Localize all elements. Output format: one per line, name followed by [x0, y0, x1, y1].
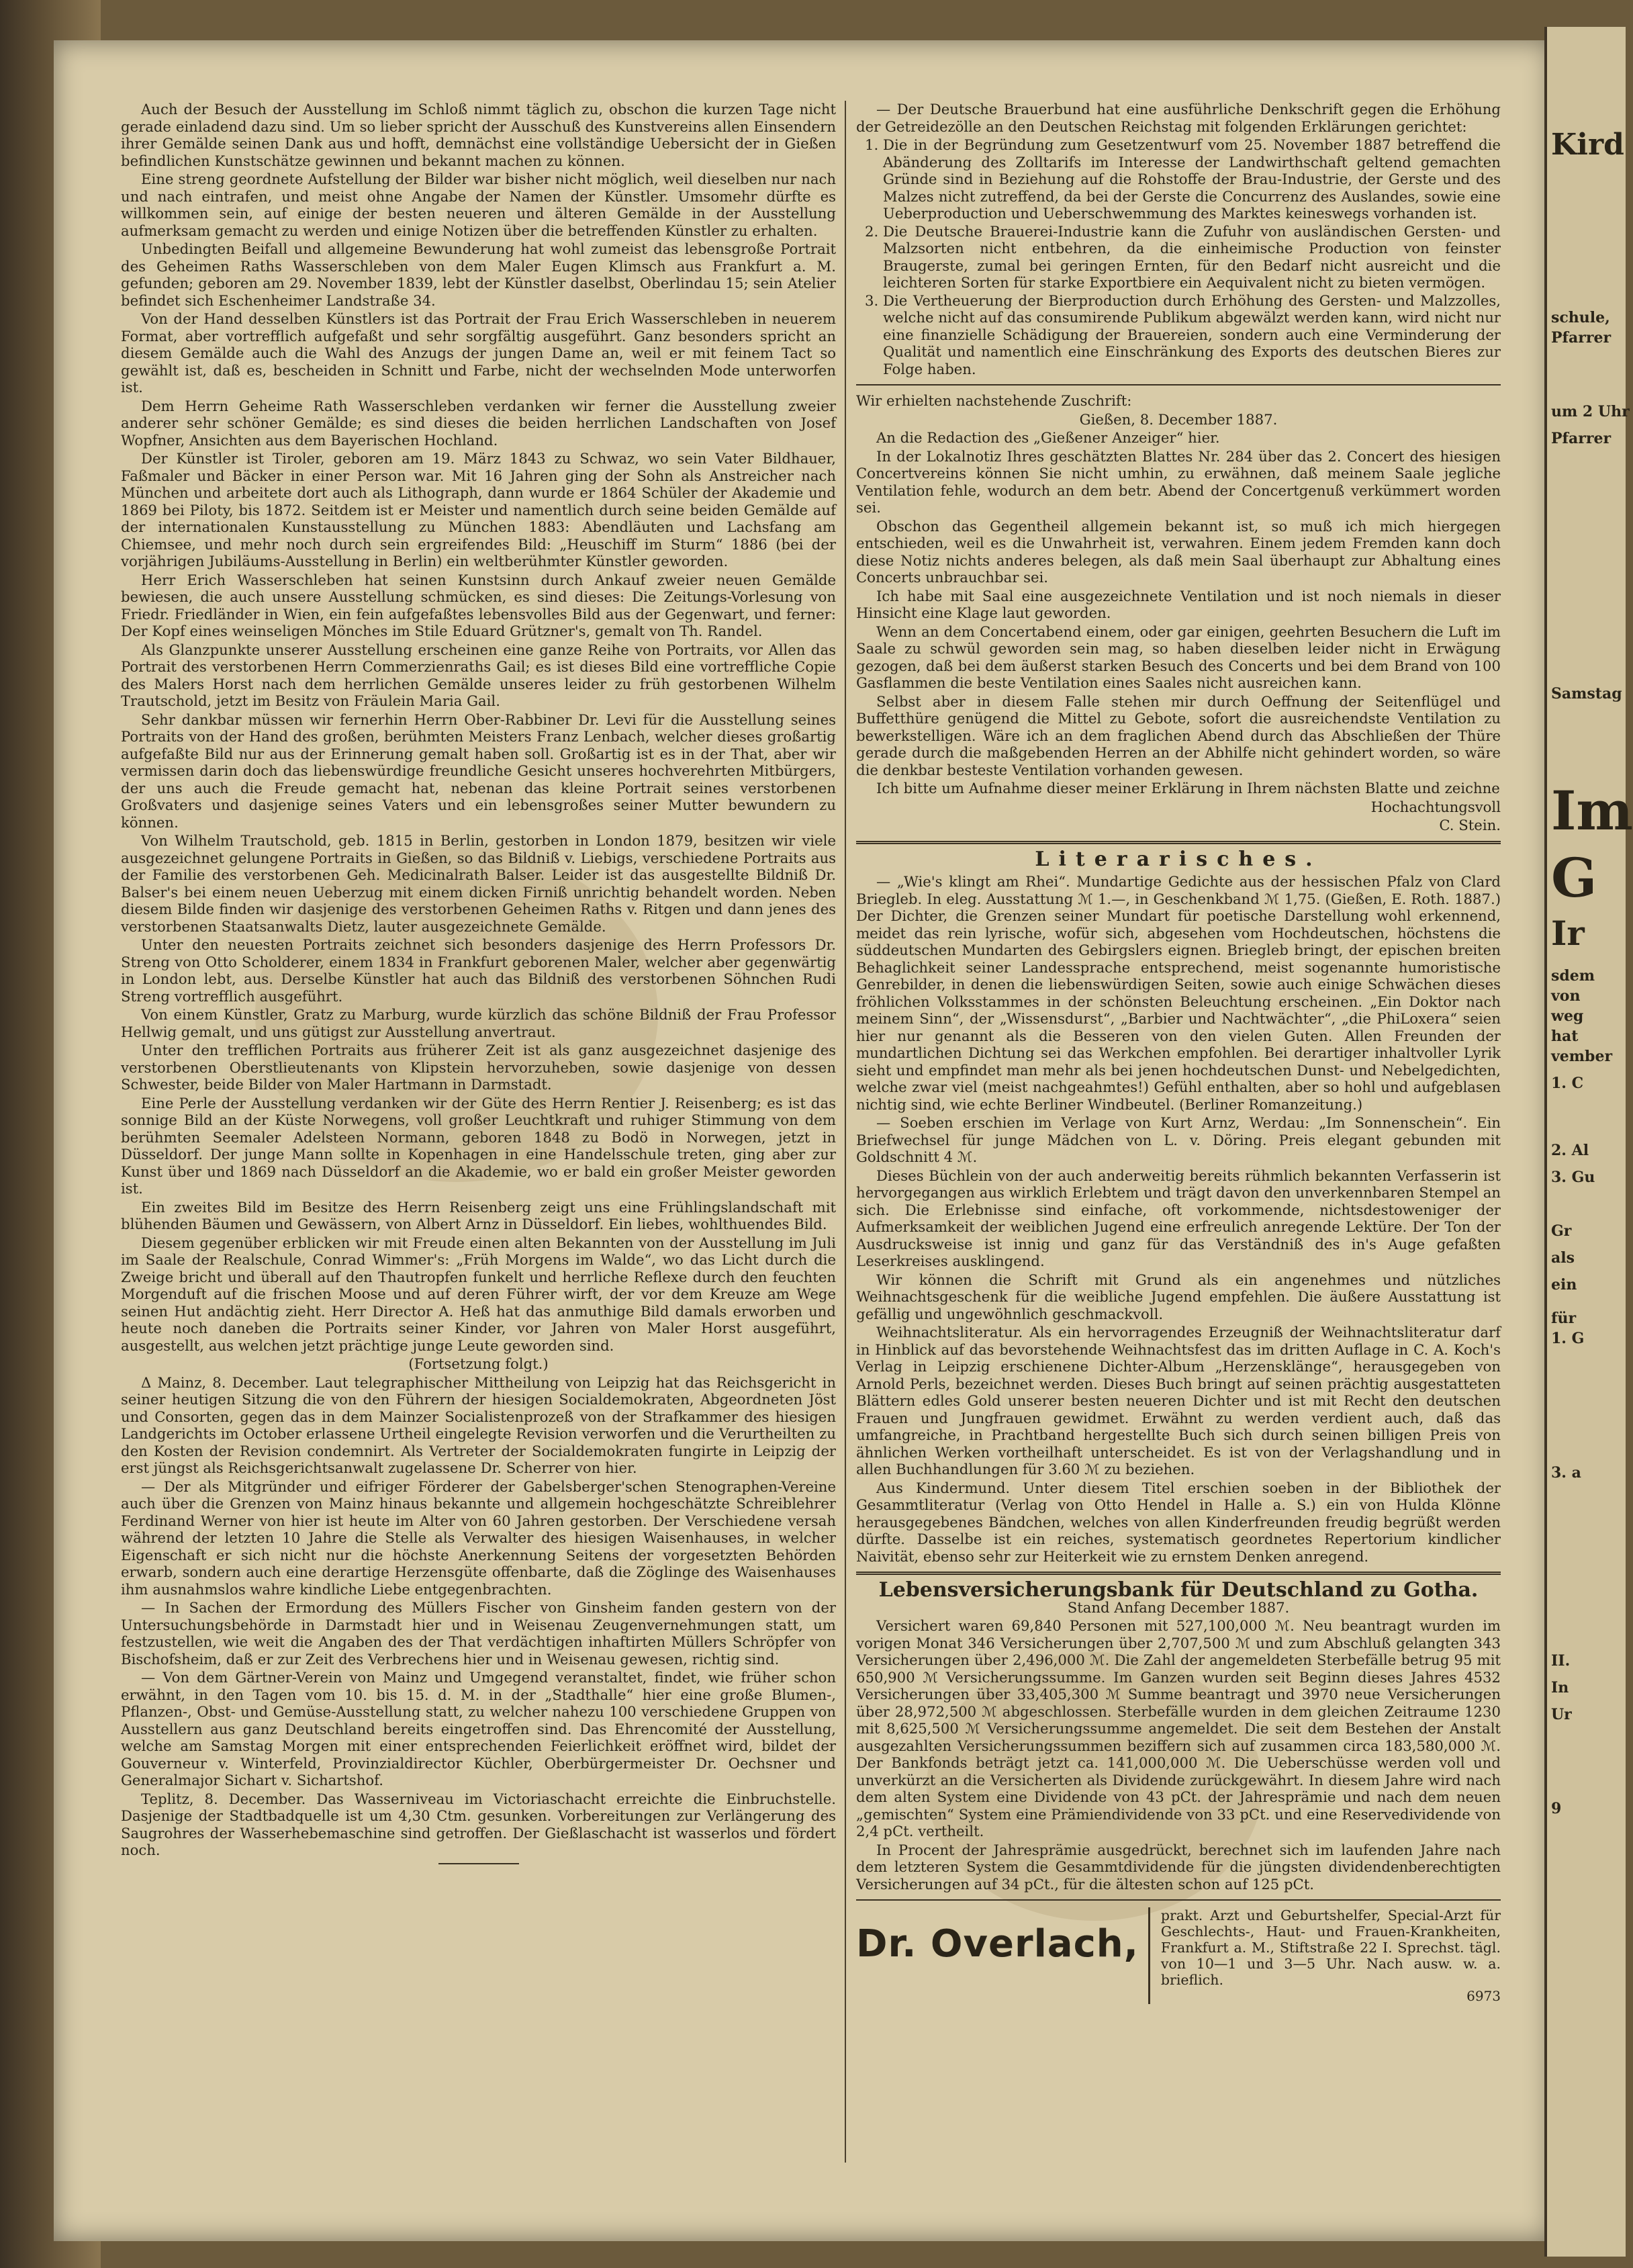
- letter-address: An die Redaction des „Gießener Anzeiger“ hier.: [876, 429, 1220, 446]
- adjacent-fragment: Im: [1551, 779, 1633, 842]
- adjacent-page-edge: [1544, 27, 1633, 2257]
- exhibition-paragraph: Ein zweites Bild im Besitze des Herrn Reisenberg zeigt uns eine Frühlingslandschaft mit blühenden Bäumen und Gewässern, von Albert Arnz in Düsseldorf. Ein liebes, wohlthuendes Bild.: [121, 1198, 836, 1232]
- brauerbund-point: 3. Die Vertheuerung der Bierproduction durch Erhöhung des Gersten- und Malzzolles, welche nicht auf das consumirende Publikum abgewälzt werden kann, wird nicht nur eine finanzielle Schädigung der Brauereien, sondern auch eine Verminderung der Qualität und namentlich eine Einschränkung des Exports des deutschen Bieres zur Folge haben.: [883, 292, 1501, 378]
- letter-paragraph: Ich bitte um Aufnahme dieser meiner Erklärung in Ihrem nächsten Blatte und zeichne: [876, 780, 1500, 797]
- section-rule: [856, 1572, 1501, 1575]
- adjacent-fragment: In: [1551, 1679, 1569, 1696]
- advertisement: [856, 1907, 1501, 2004]
- adjacent-fragment: 1. C: [1551, 1075, 1584, 1092]
- adjacent-fragment: Ur: [1551, 1706, 1572, 1723]
- bank-paragraph: In Procent der Jahresprämie ausgedrückt, berechnet sich im laufenden Jahre nach dem letzteren System die Gesammtdividende für die jüngsten dividendenberechtigten Versicherungen auf 34 pCt., für die ältesten schon auf 125 pCt.: [856, 1841, 1501, 1893]
- section-rule: [856, 1899, 1501, 1901]
- adjacent-fragment: Pfarrer: [1551, 430, 1612, 447]
- exhibition-paragraph: Unter den trefflichen Portraits aus früherer Zeit ist als ganz ausgezeichnet dasjenige des verstorbenen Oberstlieutenants von Klipstein hervorzuheben, sowie dasjenige von dessen Schwester, beide Bilder von Maler Hartmann in Darmstadt.: [121, 1042, 836, 1093]
- continuation-note: (Fortsetzung folgt.): [408, 1355, 549, 1372]
- adjacent-fragment: weg: [1551, 1007, 1584, 1025]
- exhibition-paragraph: Der Künstler ist Tiroler, geboren am 19. März 1843 zu Schwaz, wo sein Vater Bildhauer, Faßmaler und Bäcker in einer Person war. Mit 16 Jahren ging der Sohn als Anstreicher nach München und arbeitete dort auch als Lithograph, dann wurde er 1864 Schüler der Akademie und 1869 bei Piloty, bis 1872. Seitdem ist er Meister und namentlich durch seine beiden Gemälde auf der internationalen Kunstausstellung zu München 1883: Abendläuten und Lachsfang am Chiemsee, und mehr noch durch sein ergreifendes Bild: „Heuschiff im Sturm“ 1886 (bei der vorjährigen Jubiläums-Ausstellung in Berlin) ein weltberühmter Künstler geworden.: [121, 450, 836, 570]
- exhibition-paragraph: Von einem Künstler, Gratz zu Marburg, wurde kürzlich das schöne Bildniß der Frau Professor Hellwig gemalt, und uns gütigst zur Ausstellung anvertraut.: [121, 1006, 836, 1040]
- adjacent-fragment: Kird: [1551, 128, 1624, 162]
- adjacent-fragment: als: [1551, 1249, 1575, 1267]
- brauerbund-point: 1. Die in der Begründung zum Gesetzentwurf vom 25. November 1887 betreffend die Abänderung des Zolltarifs im Interesse der Landwirthschaft geltend gemachten Gründe sind in Beziehung auf die Rohstoffe der Brau-Industrie, der Gerste und des Malzes nicht zutreffend, da bei der Gerste die Concurrenz des Auslandes, sowie eine Ueberproduction und Ueberschwemmung des Marktes keineswegs vorhanden ist.: [883, 136, 1501, 222]
- literary-review: — „Wie's klingt am Rhei“. Mundartige Gedichte aus der hessischen Pfalz von Clard Briegleb. In eleg. Ausstattung ℳ 1.—, in Geschenkband ℳ 1,75. (Gießen, E. Roth. 1887.) Der Dichter, die Grenzen seiner Mundart für poetische Darstellung wohl erkennend, meidet das rein lyrische, wofür sich, abgesehen vom Hochdeutschen, höchstens die süddeutschen Mundarten des Gebirgslers eignen. Briegleb bringt, der epischen breiten Behaglichkeit seiner Landessprache entsprechend, meist sogenannte humoristische Genrebilder, in denen die liebenswürdigen Seiten, sowie auch einige Schwächen dieses fröhlichen Volksstammes in der schönsten Beleuchtung erscheinen. „Ein Doktor nach meinem Sinn“, der „Wissensdurst“, „Barbier und Nachtwächter“, „die PhiLoxera“ seien hier nur genannt als die Besseren von den vielen Guten. Allen Freunden der mundartlichen Dichtung sei das Werkchen empfohlen. Bei derartiger inhaltvoller Lyrik sieht und empfindet man mehr als bei jenen hochdeutschen Dunst- und Nebelgedichten, welche zwar viel (meist nachgeahmtes!) Gefühl enthalten, aber so hohl und aufgeblasen nichtig sind, wie echte Berliner Windbeutel. (Berliner Romanzeitung.): [856, 873, 1501, 1113]
- letter-paragraph: Selbst aber in diesem Falle stehen mir durch Oeffnung der Seitenflügel und Buffetthüre genügend die Mittel zu Gebote, sofort die ausreichendste Ventilation zu bewerkstelligen. Wäre ich an dem fraglichen Abend durch das Abschließen der Thüre gerade durch die maßgebenden Herren an der Abhilfe nicht gehindert worden, so wäre die denkbar besteste Ventilation vorhanden gewesen.: [856, 692, 1501, 778]
- adjacent-fragment: schule,: [1551, 309, 1610, 326]
- teplitz-report: Teplitz, 8. December. Das Wasserniveau im Victoriaschacht erreichte die Einbruchstelle. Dasjenige der Stadtbadquelle ist um 4,30 Ctm. gesunken. Vorbereitungen zur Verlängerung des Saugrohres der Wasserhebemaschine sind getroffen. Der Gießlaschacht ist wasserlos und fördert noch.: [121, 1790, 836, 1858]
- exhibition-paragraph: Dem Herrn Geheime Rath Wasserschleben verdanken wir ferner die Ausstellung zweier anderer sehr schöner Gemälde; es sind dieses die beiden herrlichen Landschaften von Josef Wopfner, Ansichten aus dem Bayerischen Hochland.: [121, 397, 836, 449]
- literary-review: Dieses Büchlein von der auch anderweitig bereits rühmlich bekannten Verfasserin ist hervorgegangen aus wirklich Erlebtem und trägt davon den unverkennbaren Stempel an sich. Die Erlebnisse sind einfache, oft vorkommende, nichtsdestoweniger der Aufmerksamkeit der weiblichen Jugend eine erfreulich anregende Lektüre. Der Ton der Ausdrucksweise ist innig und ganz für das Verständniß des in's Auge gefaßten Leserkreises ausklingend.: [856, 1167, 1501, 1269]
- exhibition-paragraph: Von Wilhelm Trautschold, geb. 1815 in Berlin, gestorben in London 1879, besitzen wir viele ausgezeichnet gelungene Portraits in Gießen, so das Bildniß v. Liebigs, verschiedene Portraits aus der Familie des verstorbenen Geh. Medicinalrath Balser. Leider ist das ausgestellte Bildniß Dr. Balser's bei einem neuen Ueberzug mit einem dicken Firniß unrichtig behandelt worden. Neben diesem Bilde finden wir dasjenige des verstorbenen Geheimen Raths v. Ritgen und dann jenes des verstorbenen Staatsanwalts Dietz, lauter ausgezeichnete Gemälde.: [121, 832, 836, 935]
- bank-paragraph: Versichert waren 69,840 Personen mit 527,100,000 ℳ. Neu beantragt wurden im vorigen Monat 346 Versicherungen über 2,707,500 ℳ und zum Abschluß gelangten 343 Versicherungen über 2,496,000 ℳ. Die Zahl der angemeldeten Sterbefälle betrug 95 mit 650,900 ℳ Versicherungssumme. Im Ganzen wurden seit Beginn dieses Jahres 4532 Versicherungen über 33,405,300 ℳ Summe beantragt und 3970 neue Versicherungen über 28,972,500 ℳ abgeschlossen. Sterbefälle wurden in dem gleichen Zeitraume 1230 mit 8,625,500 ℳ Versicherungssumme angemeldet. Die seit dem Bestehen der Anstalt ausgezahlten Versicherungssummen beziffern sich auf zusammen circa 183,580,000 ℳ. Der Bankfonds beträgt jetzt ca. 141,000,000 ℳ. Die Ueberschüsse werden voll und unverkürzt an die Versicherten als Dividende zurückgewährt. In diesem Jahre wird nach dem alten System eine Dividende von 43 pCt. der Jahresprämie und nach dem neuen „gemischten“ System eine Prämiendividende von 33 pCt. und eine Reservedividende von 2,4 pCt. vertheilt.: [856, 1617, 1501, 1840]
- literary-review: Aus Kindermund. Unter diesem Titel erschien soeben in der Bibliothek der Gesammtliteratur (Verlag von Otto Hendel in Halle a. S.) ein von Hulda Klönne herausgegebenes Bändchen, welches von allen Kinderfreunden freudig begrüßt werden dürfte. Dasselbe ist ein reiches, systematisch geordnetes Repertorium kindlicher Naivität, ebenso sehr zur Heiterkeit wie zu ernstem Denken anregend.: [856, 1479, 1501, 1565]
- mainz-report: Δ Mainz, 8. December. Laut telegraphischer Mittheilung von Leipzig hat das Reichsgericht in seiner heutigen Sitzung die von den Führern der hiesigen Socialdemokraten, Abgeordneten Jöst und Consorten, gegen das in dem Mainzer Socialistenprozeß von der Strafkammer des hiesigen Landgerichts im October erlassene Urtheil eingelegte Revision verworfen und die Verurtheilten zu den Kosten der Revision condemnirt. Als Vertreter der Socialdemokraten fungirte in Leipzig der erst jüngst als Reichsgerichtsanwalt zugelassene Dr. Scherrer von hier.: [121, 1373, 836, 1476]
- exhibition-paragraph: Eine streng geordnete Aufstellung der Bilder war bisher nicht möglich, weil dieselben nur nach und nach eintrafen, und meist ohne Angabe der Namen der Künstler. Umsomehr dürfte es willkommen sein, auf einige der besten neueren und älteren Gemälde in der Ausstellung aufmerksam gemacht zu werden und einige Notizen über die betreffenden Künstler zu erhalten.: [121, 171, 836, 239]
- section-rule: [856, 841, 1501, 844]
- exhibition-paragraph: Auch der Besuch der Ausstellung im Schloß nimmt täglich zu, obschon die kurzen Tage nicht gerade einladend dazu sind. Um so lieber spricht der Ausschuß des Kunstvereins allen Einsendern ihrer Gemälde seinen Dank aus und hofft, demnächst eine vollständige Uebersicht der in Gießen befindlichen Kunstschätze gewinnen und bekannt machen zu können.: [121, 101, 836, 169]
- right-column: [856, 101, 1501, 2004]
- literary-heading: Literarisches.: [1035, 847, 1322, 871]
- adjacent-fragment: ein: [1551, 1276, 1577, 1294]
- literary-review: Weihnachtsliteratur. Als ein hervorragendes Erzeugniß der Weihnachtsliteratur darf in Hinblick auf das bevorstehende Weihnachtsfest das im dritten Auflage in C. A. Koch's Verlag in Leipzig erschienene Dichter-Album „Herzensklänge“, herausgegeben von Arnold Perls, bezeichnet werden. Dieses Buch bringt auf seinen prächtig ausgestatteten Blättern edles Gold unserer besten neueren Dichter und ist mit Recht den deutschen Frauen und Jungfrauen gewidmet. Erwähnt zu werden verdient auch, daß das umfangreiche, in Prachtband hergestellte Buch sich durch seinen billigen Preis von ähnlichen Werken vortheilhaft unterscheidet. Es ist von der Verlagshandlung und in allen Buchhandlungen für 3.60 ℳ zu beziehen.: [856, 1324, 1501, 1478]
- section-rule: [856, 384, 1501, 385]
- left-column: [121, 101, 836, 1868]
- mainz-report: — In Sachen der Ermordung des Müllers Fischer von Ginsheim fanden gestern von der Untersuchungsbehörde in Darmstadt hier und in Weisenau Zeugenvernehmungen statt, um festzustellen, wie weit die Angaben des der That verdächtigen inhaftirten Müllers Schröpfer von Bischofsheim, daß er zur Zeit des Verbrechens hier und in Weisenau gewesen, richtig sind.: [121, 1599, 836, 1668]
- ad-number: 6973: [1466, 1988, 1501, 2004]
- brauerbund-intro: — Der Deutsche Brauerbund hat eine ausführliche Denkschrift gegen die Erhöhung der Getreidezölle an den Deutschen Reichstag mit folgenden Erklärungen gerichtet:: [856, 101, 1501, 135]
- exhibition-paragraph: Herr Erich Wasserschleben hat seinen Kunstsinn durch Ankauf zweier neuen Gemälde bewiesen, die auch unsere Ausstellung schmücken, es sind dieses: Die Zeitungs-Vorlesung von Friedr. Friedländer in Wien, ein fein aufgefaßtes lebensvolles Bild aus der Gegenwart, und ferner: Der Kopf eines weinseligen Mönches im Stile Eduard Grützner's, gemalt von Th. Randel.: [121, 571, 836, 639]
- adjacent-fragment: 3. Gu: [1551, 1169, 1595, 1186]
- exhibition-paragraph: Als Glanzpunkte unserer Ausstellung erscheinen eine ganze Reihe von Portraits, vor Allen das Portrait des verstorbenen Herrn Commerzienraths Gail; es ist dieses Bild eine vortreffliche Copie des Malers Horst nach dem herrlichen Gemälde unseres leider zu früh gestorbenen Wilhelm Trautschold, jetzt im Besitz von Fräulein Maria Gail.: [121, 641, 836, 709]
- exhibition-paragraph: Diesem gegenüber erblicken wir mit Freude einen alten Bekannten von der Ausstellung im Juli im Saale der Realschule, Conrad Wimmer's: „Früh Morgens im Walde“, wo das Licht durch die Zweige bricht und überall auf den Thautropfen funkelt und herrliche Reflexe durch den feuchten Morgenduft auf die frischen Moose und auf deren Führer wirft, der vor dem Kreuze am Wege seinen Hut andächtig zieht. Herr Director A. Heß hat das anmuthige Bild damals erworben und heute noch daneben die Portraits seiner Kinder, vor Jahren von Maler Horst ausgeführt, ausgestellt, aus welchen jetzt prächtige junge Leute geworden sind.: [121, 1234, 836, 1354]
- exhibition-paragraph: Unbedingten Beifall und allgemeine Bewunderung hat wohl zumeist das lebensgroße Portrait des Geheimen Raths Wasserschleben von dem Maler Eugen Klimsch aus Frankfurt a. M. gefunden; geboren am 29. November 1839, lebt der Künstler daselbst, Oberlindau 15; sein Atelier befindet sich Eschenheimer Landstraße 34.: [121, 240, 836, 309]
- bank-heading: Lebensversicherungsbank für Deutschland zu Gotha.: [878, 1578, 1479, 1602]
- mainz-report: — Von dem Gärtner-Verein von Mainz und Umgegend veranstaltet, findet, wie früher schon erwähnt, in den Tagen vom 10. bis 15. d. M. in der „Stadthalle“ hier eine große Blumen-, Pflanzen-, Obst- und Gemüse-Ausstellung statt, zu welcher nahezu 100 verschiedene Gruppen von Ausstellern aus ganz Deutschland bereits eingetroffen sind. Das Ehrencomité der Ausstellung, welche am Samstag Morgen mit einer entsprechenden Feierlichkeit eröffnet wird, bildet der Gouverneur v. Winterfeld, Provinzialdirector Küchler, Oberbürgermeister Dr. Oechsner und Generalmajor Sichart v. Sichartshof.: [121, 1669, 836, 1788]
- end-rule: [438, 1863, 519, 1864]
- letter-paragraph: In der Lokalnotiz Ihres geschätzten Blattes Nr. 284 über das 2. Concert des hiesigen Concertvereins können Sie nicht umhin, zu erwähnen, daß meinem Saale jegliche Ventilation fehle, wodurch an dem betr. Abend der Concertgenuß verkümmert worden sei.: [856, 447, 1501, 516]
- adjacent-fragment: Ir: [1551, 913, 1585, 953]
- letter-paragraph: Obschon das Gegentheil allgemein bekannt ist, so muß ich mich hiergegen entschieden, weil es die Unwahrheit ist, verwahren. Einem jedem Fremden kann doch diese Notiz nichts anderes belegen, als daß mein Saal überhaupt zur Abhaltung eines Concerts unbrauchbar sei.: [856, 517, 1501, 586]
- zuschrift-intro: Wir erhielten nachstehende Zuschrift:: [856, 392, 1132, 409]
- ad-name: Dr. Overlach,: [856, 1907, 1150, 2004]
- adjacent-fragment: 3. a: [1551, 1464, 1581, 1482]
- bank-subheading: Stand Anfang December 1887.: [1067, 1598, 1290, 1616]
- adjacent-fragment: Samstag: [1551, 685, 1622, 702]
- adjacent-fragment: 9: [1551, 1800, 1562, 1817]
- letter-place-date: Gießen, 8. December 1887.: [1079, 410, 1278, 428]
- adjacent-fragment: vember: [1551, 1048, 1613, 1065]
- mainz-report: — Der als Mitgründer und eifriger Förderer der Gabelsberger'schen Stenographen-Vereine auch über die Grenzen von Mainz hinaus bekannte und allgemein hochgeschätzte Schreiblehrer Ferdinand Werner von hier ist heute im Alter von 60 Jahren gestorben. Der Verschiedene versah während der letzten 10 Jahre die Stelle als Verwalter des hiesigen Waisenhauses, in welcher Eigenschaft er sich nicht nur die höchste Anerkennung Seitens der vorgesetzten Behörden erwarb, sondern auch eine derartige Herzensgüte offenbarte, daß die Zöglinge des Waisenhauses ihm ausnahmslos wahre kindliche Liebe entgegenbrachten.: [121, 1478, 836, 1598]
- exhibition-paragraph: Unter den neuesten Portraits zeichnet sich besonders dasjenige des Herrn Professors Dr. Streng von Otto Scholderer, einem 1834 in Frankfurt geborenen Maler, welcher aber gegenwärtig in London lebt, aus. Derselbe Künstler hat auch das Bildniß des verstorbenen Söhnchen Rudi Streng vortrefflich ausgeführt.: [121, 936, 836, 1005]
- adjacent-fragment: II.: [1551, 1652, 1571, 1670]
- adjacent-fragment: 2. Al: [1551, 1142, 1589, 1159]
- exhibition-paragraph: Von der Hand desselben Künstlers ist das Portrait der Frau Erich Wasserschleben in neuerem Format, aber vortrefflich aufgefaßt und sehr sorgfältig ausgeführt. Ganz besonders spricht an diesem Gemälde auch die Wahl des Anzugs der jungen Dame an, weil er mit feinem Tact so gewählt ist, daß es, bescheiden in Schnitt und Farbe, nicht der wechselnden Mode unterworfen ist.: [121, 310, 836, 396]
- ad-body: [1161, 1907, 1501, 2004]
- letter-signature: C. Stein.: [1439, 817, 1501, 833]
- literary-review: Wir können die Schrift mit Grund als ein angenehmes und nützliches Weihnachtsgeschenk für die weibliche Jugend empfehlen. Die äußere Ausstattung ist gefällig und ungewöhnlich geschmackvoll.: [856, 1271, 1501, 1322]
- adjacent-fragment: sdem: [1551, 967, 1595, 985]
- exhibition-paragraph: Eine Perle der Ausstellung verdanken wir der Güte des Herrn Rentier J. Reisenberg; es ist das sonnige Bild an der Küste Norwegens, voll großer Leuchtkraft und ruhiger Stimmung von dem berühmten Seemaler Adelsteen Normann, geboren 1848 zu Bodö in Norwegen, jetzt in Düsseldorf. Der junge Mann sollte in Kopenhagen in eine Handelsschule treten, ging aber zur Kunst über und 1869 nach Düsseldorf an die Akademie, wo er bald ein großer Meister geworden ist.: [121, 1094, 836, 1197]
- column-divider: [845, 101, 846, 2163]
- adjacent-fragment: Pfarrer: [1551, 329, 1612, 347]
- adjacent-fragment: G: [1551, 846, 1597, 909]
- literary-review: — Soeben erschien im Verlage von Kurt Arnz, Werdau: „Im Sonnenschein“. Ein Briefwechsel für junge Mädchen von L. v. Döring. Preis elegant gebunden mit Goldschnitt 4 ℳ.: [856, 1114, 1501, 1165]
- adjacent-fragment: Gr: [1551, 1222, 1572, 1240]
- adjacent-fragment: hat: [1551, 1028, 1579, 1045]
- letter-paragraph: Ich habe mit Saal eine ausgezeichnete Ventilation und ist noch niemals in dieser Hinsicht eine Klage laut geworden.: [856, 587, 1501, 621]
- adjacent-fragment: von: [1551, 987, 1581, 1005]
- exhibition-paragraph: Sehr dankbar müssen wir fernerhin Herrn Ober-Rabbiner Dr. Levi für die Ausstellung seines Portraits von der Hand des großen, berühmten Meisters Franz Lenbach, welcher dieses großartig aufgefaßte Bild nur aus der Erinnerung gemalt haben soll. Großartig ist es in der That, aber wir vermissen darin doch das liebenswürdige freundliche Gesicht unseres hochverehrten Mitbürgers, der uns auch die Freude gemacht hat, nebenan das kleine Portrait seines verstorbenen Großvaters und dasjenige seines Vaters und ein lebensgroßes seiner Mutter bewundern zu können.: [121, 711, 836, 831]
- brauerbund-points: [883, 136, 1501, 377]
- adjacent-fragment: um 2 Uhr: [1551, 403, 1630, 420]
- brauerbund-point: 2. Die Deutsche Brauerei-Industrie kann die Zufuhr von ausländischen Gersten- und Malzsorten nicht entbehren, da die einheimische Production von feinster Braugerste, zumal bei geringen Ernten, für den Bedarf nicht ausreicht und die leichteren Sorten für starke Exportbiere ein Aequivalent nicht zu bieten vermögen.: [883, 223, 1501, 291]
- letter-closing: Hochachtungsvoll: [1370, 798, 1501, 815]
- ad-text: prakt. Arzt und Geburtshelfer, Special-Arzt für Geschlechts-, Haut- und Frauen-Krankheiten, Frankfurt a. M., Stiftstraße 22 I. Sprechst. tägl. von 10—1 und 3—5 Uhr. Nach ausw. w. a. brieflich.: [1160, 1907, 1501, 1988]
- adjacent-fragment: für: [1551, 1310, 1577, 1327]
- letter-paragraph: Wenn an dem Concertabend einem, oder gar einigen, geehrten Besuchern die Luft im Saale zu schwül geworden sein mag, so haben dieselben leider nicht in Erwägung gezogen, daß bei dem äußerst starken Besuch des Concerts und bei dem Brand von 100 Gasflammen die beste Ventilation eines Saales nicht ausreichen kann.: [856, 623, 1501, 691]
- adjacent-fragment: 1. G: [1551, 1330, 1585, 1347]
